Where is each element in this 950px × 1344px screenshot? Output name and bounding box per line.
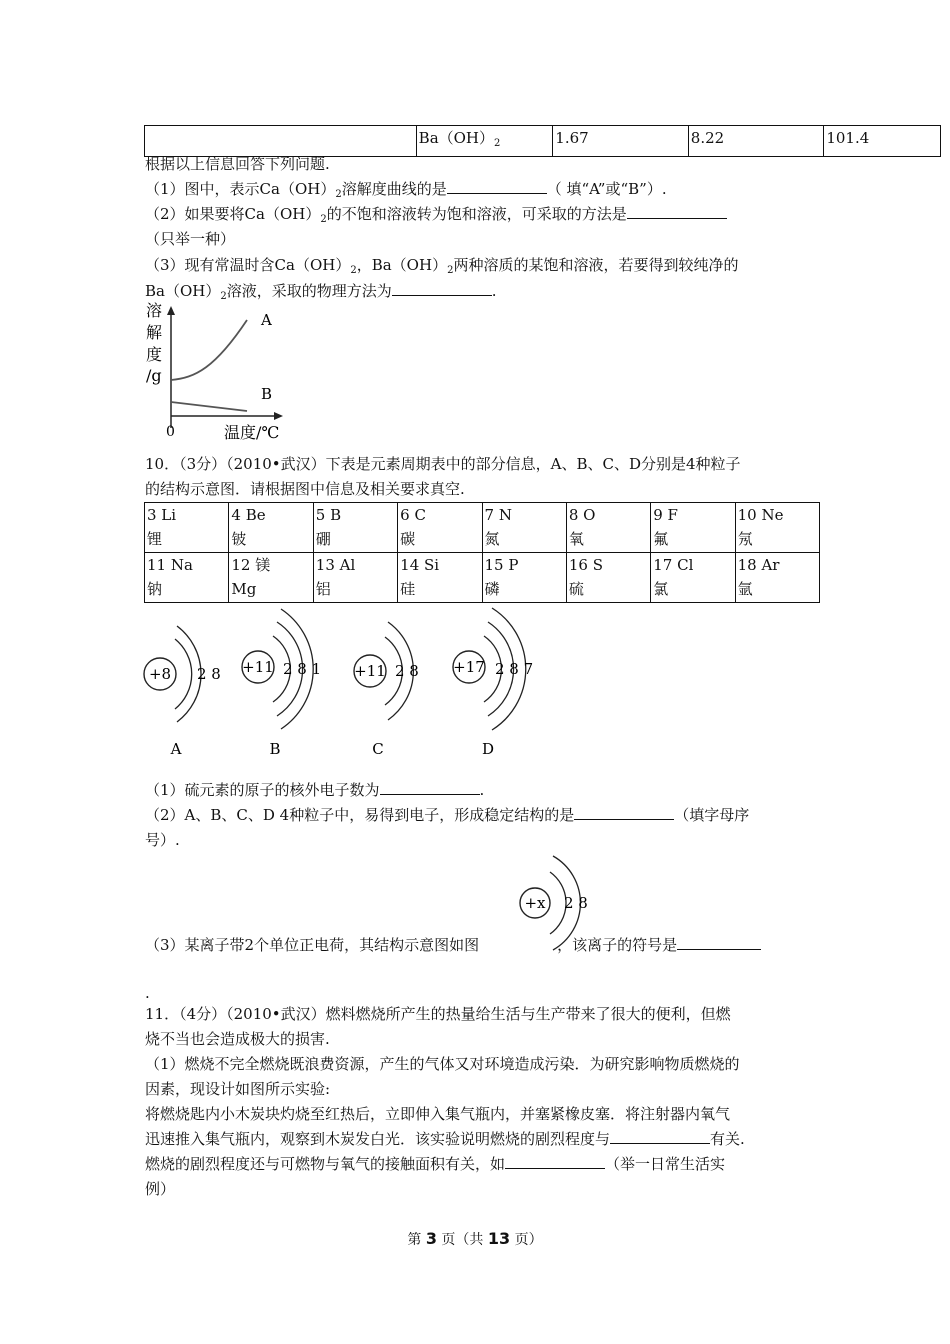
answer-blank [505,1154,605,1169]
q9-part1: （1）图中，表示$Ca(OH)_2$溶解度曲线的是 （ 填“A”或“B”）. [145,180,667,200]
q10-part2: （2）A、B、C、D 4种粒子中，易得到电子，形成稳定结构的是 （填字母序 [145,806,750,824]
answer-blank [380,780,480,795]
curve-b [171,402,247,411]
element-cell: 7 N 氮 [482,503,566,553]
shell-electrons: 2 8 7 [495,660,534,678]
curve-b-label: B [261,385,273,403]
q10-part3: （3）某离子带2个单位正电荷，其结构示意图如图 ，该离子的符号是 [145,935,761,955]
solubility-graph [140,298,290,446]
q9-part3-cont: $Ba(OH)_2$溶液，采取的物理方法为 . [145,282,497,302]
q10-line2: 的结构示意图．请根据图中信息及相关要求真空. [145,480,465,498]
element-cell: 6 C 碳 [398,503,482,553]
curve-a [171,320,247,380]
q9-part2-note: （只举一种） [145,230,236,248]
q10-line1: 10．（3分）（2010•武汉）下表是元素周期表中的部分信息，A、B、C、D分别是4种粒子 [145,455,741,473]
atom-label: C [372,740,384,758]
q9-part2: （2）如果要将$Ca(OH)_2$的不饱和溶液转为饱和溶液，可采取的方法是 [145,204,727,230]
periodic-table [144,502,820,603]
nucleus-charge: +11 [354,662,386,680]
q10-part3-end: . [145,984,150,1002]
q11-line6: 迅速推入集气瓶内，观察到木炭发白光．该实验说明燃烧的剧烈程度与 有关. [145,1130,745,1148]
atom-b [242,609,321,758]
shell-electrons: 2 8 [197,665,221,683]
electron-shell [175,639,192,709]
y-label-4: /g [146,366,162,385]
shell-electrons: 2 8 1 [283,660,322,678]
element-cell: 4 Be 铍 [229,503,313,553]
q9-part3: （3）现有常温时含$Ca(OH)_2$，$Ba(OH)_2$两种溶质的某饱和溶液，若要得到较纯净的 [145,256,739,276]
solubility-table-row [144,125,941,157]
atom-label: B [269,740,281,758]
table-cell-empty [145,126,417,157]
nucleus-charge: +8 [148,665,172,683]
answer-blank [627,204,727,219]
table-cell-value: 8.22 [688,126,824,157]
x-axis-arrow [274,412,283,420]
element-cell: 17 Cl 氯 [651,553,735,603]
answer-blank [610,1129,710,1144]
element-cell: 5 B 硼 [313,503,397,553]
atom-label: A [170,740,182,758]
table-cell-value: 1.67 [553,126,689,157]
answer-blank [677,935,761,950]
element-cell: 13 Al 铝 [313,553,397,603]
atom-c [354,622,419,758]
nucleus-charge: +11 [242,658,274,676]
q11-line5: 将燃烧匙内小木炭块灼烧至红热后，立即伸入集气瓶内，并塞紧橡皮塞．将注射器内氧气 [145,1105,731,1123]
y-axis-arrow [167,306,175,315]
element-cell: 16 S 硫 [566,553,650,603]
q11-line7: 燃烧的剧烈程度还与可燃物与氧气的接触面积有关，如 （举一日常生活实 [145,1155,726,1173]
origin-label: 0 [166,424,175,440]
curve-a-label: A [261,311,272,329]
table-cell-formula: $Ba(OH)_2$ [416,126,553,157]
element-cell: 12 镁 Mg [229,553,313,603]
element-cell: 14 Si 硅 [398,553,482,603]
page-footer: 第 3 页（共 13 页） [407,1229,543,1248]
atom-d [453,608,533,758]
q9-intro: 根据以上信息回答下列问题. [145,155,330,173]
q11-line4: 因素，现设计如图所示实验: [145,1080,331,1098]
element-cell: 9 F 氟 [651,503,735,553]
answer-blank [447,179,547,194]
shell-electrons: 2 8 [395,662,419,680]
y-label-1: 溶 [146,301,163,320]
q11-line2: 烧不当也会造成极大的损害. [145,1030,330,1048]
nucleus-charge: +17 [453,658,485,676]
q11-line8: 例） [145,1180,176,1198]
y-label-3: 度 [146,345,163,364]
atom-diagrams [140,604,560,764]
element-cell: 15 P 磷 [482,553,566,603]
table-cell-value: 101.4 [824,126,941,157]
nucleus-charge: +x [524,894,546,912]
atom-a [144,626,221,758]
element-cell: 8 O 氧 [566,503,650,553]
q10-part2-cont: 号）. [145,831,180,849]
element-cell: 18 Ar 氩 [735,553,819,603]
x-label: 温度/℃ [224,423,280,442]
answer-blank [392,281,492,296]
element-cell: 10 Ne 氖 [735,503,819,553]
q11-line3: （1）燃烧不完全燃烧既浪费资源，产生的气体又对环境造成污染．为研究影响物质燃烧的 [145,1055,740,1073]
element-cell: 3 Li 锂 [145,503,229,553]
atom-label: D [481,740,495,758]
element-cell: 11 Na 钠 [145,553,229,603]
answer-blank [574,805,674,820]
q11-line1: 11．（4分）（2010•武汉）燃料燃烧所产生的热量给生活与生产带来了很大的便利，但燃 [145,1005,731,1023]
y-label-2: 解 [146,323,163,342]
q10-part1: （1）硫元素的原子的核外电子数为 . [145,781,485,799]
shell-electrons: 2 8 [564,894,588,912]
